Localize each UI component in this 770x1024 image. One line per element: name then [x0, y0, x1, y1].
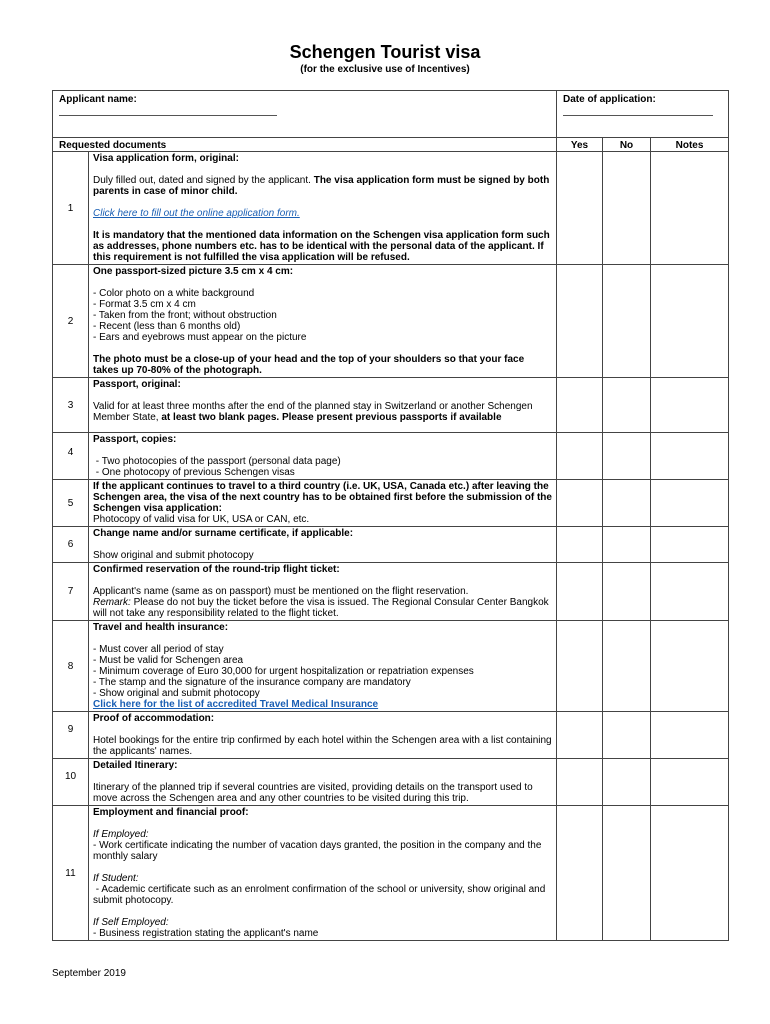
date-of-application-field[interactable] [557, 91, 729, 138]
row-text: - Color photo on a white background [93, 288, 255, 299]
row-text: Remark: Please do not buy the ticket before the visa is issued. The Regional Consular Center Bangkok will not take any responsibility related to the flight ticket. [93, 597, 549, 619]
applicant-name-label: Applicant name: [59, 94, 137, 105]
row-text: Valid for at least three months after the end of the planned stay in Switzerland or another Schengen Member State, at least two blank pages. Please present previous passports if available [93, 401, 533, 423]
no-checkbox-cell[interactable] [603, 806, 651, 941]
row-text: - The stamp and the signature of the insurance company are mandatory [93, 677, 411, 688]
row-heading: Passport, copies: [93, 434, 177, 445]
row-text: - Format 3.5 cm x 4 cm [93, 299, 196, 310]
row-description [89, 265, 557, 378]
row-description [89, 759, 557, 806]
row-description [89, 712, 557, 759]
requirements-table [52, 90, 729, 941]
row-number: 8 [53, 621, 89, 712]
yes-checkbox-cell[interactable] [557, 806, 603, 941]
no-checkbox-cell[interactable] [603, 378, 651, 433]
date-line[interactable] [563, 109, 713, 116]
row-text: Photocopy of valid visa for UK, USA or CAN, etc. [93, 514, 310, 525]
row-text: - Must be valid for Schengen area [93, 655, 244, 666]
row-subheading: If Self Employed: [93, 917, 169, 928]
row-number: 4 [53, 433, 89, 480]
row-text: - Academic certificate such as an enrolment confirmation of the school or university, show original and submit photocopy. [93, 884, 549, 906]
row-number: 7 [53, 563, 89, 621]
notes-cell[interactable] [651, 621, 729, 712]
notes-cell[interactable] [651, 759, 729, 806]
table-row [53, 621, 729, 712]
notes-cell[interactable] [651, 712, 729, 759]
row-description [89, 480, 557, 527]
table-row [53, 378, 729, 433]
table-row [53, 433, 729, 480]
row-subheading: If Student: [93, 873, 139, 884]
row-text: - Taken from the front; without obstruction [93, 310, 277, 321]
row-number: 6 [53, 527, 89, 563]
table-row [53, 806, 729, 941]
applicant-name-line[interactable] [59, 109, 277, 116]
requested-documents-header: Requested documents [53, 138, 557, 152]
notes-header: Notes [651, 138, 729, 152]
row-heading: Employment and financial proof: [93, 807, 249, 818]
row-text: Hotel bookings for the entire trip confirmed by each hotel within the Schengen area with a list containing the applicants' names. [93, 735, 552, 757]
row-heading: Travel and health insurance: [93, 622, 229, 633]
row-text: Itinerary of the planned trip if several countries are visited, providing details on the transport used to move across the Schengen area and any other countries to be visited during this trip. [93, 782, 533, 804]
row-heading: If the applicant continues to travel to a third country (i.e. UK, USA, Canada etc.) after leaving the Schengen area, the visa of the next country has to be obtained first before the submission of the Schengen visa application: [93, 481, 552, 514]
row-description [89, 152, 557, 265]
row-subheading: If Employed: [93, 829, 149, 840]
row-text: Applicant's name (same as on passport) must be mentioned on the flight reservation. [93, 586, 469, 597]
yes-checkbox-cell[interactable] [557, 480, 603, 527]
row-heading: Change name and/or surname certificate, if applicable: [93, 528, 354, 539]
row-heading: Passport, original: [93, 379, 181, 390]
row-heading: Proof of accommodation: [93, 713, 215, 724]
table-row [53, 265, 729, 378]
row-text: The photo must be a close-up of your head and the top of your shoulders so that your face takes up 70-80% of the photograph. [93, 354, 525, 376]
row-text: - Work certificate indicating the number of vacation days granted, the position in the company and the monthly salary [93, 840, 542, 862]
notes-cell[interactable] [651, 563, 729, 621]
row-heading: Confirmed reservation of the round-trip flight ticket: [93, 564, 340, 575]
notes-cell[interactable] [651, 527, 729, 563]
row-heading: Visa application form, original: [93, 153, 239, 164]
no-checkbox-cell[interactable] [603, 433, 651, 480]
row-description [89, 378, 557, 433]
notes-cell[interactable] [651, 265, 729, 378]
applicant-name-field[interactable] [53, 91, 557, 138]
no-checkbox-cell[interactable] [603, 712, 651, 759]
row-description [89, 563, 557, 621]
row-description [89, 433, 557, 480]
row-text: It is mandatory that the mentioned data information on the Schengen visa application form such as addresses, phone numbers etc. has to be identical with the personal data of the applicant. If this requirement is not fulfilled the visa application will be refused. [93, 230, 550, 263]
yes-checkbox-cell[interactable] [557, 152, 603, 265]
date-label: Date of application: [563, 94, 656, 105]
row-number: 1 [53, 152, 89, 265]
row-number: 9 [53, 712, 89, 759]
no-checkbox-cell[interactable] [603, 621, 651, 712]
table-row [53, 480, 729, 527]
no-checkbox-cell[interactable] [603, 563, 651, 621]
yes-checkbox-cell[interactable] [557, 433, 603, 480]
row-number: 2 [53, 265, 89, 378]
row-heading: Detailed Itinerary: [93, 760, 178, 771]
table-row [53, 527, 729, 563]
row-text: Show original and submit photocopy [93, 550, 254, 561]
yes-checkbox-cell[interactable] [557, 265, 603, 378]
no-checkbox-cell[interactable] [603, 527, 651, 563]
document-title: Schengen Tourist visa [289, 42, 481, 62]
table-row [53, 563, 729, 621]
row-text: - Recent (less than 6 months old) [93, 321, 241, 332]
yes-checkbox-cell[interactable] [557, 378, 603, 433]
notes-cell[interactable] [651, 378, 729, 433]
applicant-row [53, 91, 729, 138]
row-number: 5 [53, 480, 89, 527]
yes-checkbox-cell[interactable] [557, 712, 603, 759]
row-text: - One photocopy of previous Schengen visas [93, 467, 295, 478]
yes-checkbox-cell[interactable] [557, 621, 603, 712]
column-header-row [53, 138, 729, 152]
row-text: - Two photocopies of the passport (personal data page) [93, 456, 341, 467]
no-checkbox-cell[interactable] [603, 152, 651, 265]
row-text: Duly filled out, dated and signed by the applicant. The visa application form must be signed by both parents in case of minor child. [93, 175, 550, 197]
notes-cell[interactable] [651, 480, 729, 527]
no-checkbox-cell[interactable] [603, 480, 651, 527]
yes-checkbox-cell[interactable] [557, 563, 603, 621]
yes-checkbox-cell[interactable] [557, 527, 603, 563]
row-text: - Ears and eyebrows must appear on the picture [93, 332, 307, 343]
row-text: - Business registration stating the applicant's name [93, 928, 319, 939]
row-heading: One passport-sized picture 3.5 cm x 4 cm: [93, 266, 294, 277]
table-row [53, 759, 729, 806]
no-checkbox-cell[interactable] [603, 759, 651, 806]
row-description [89, 527, 557, 563]
table-row [53, 712, 729, 759]
row-description [89, 806, 557, 941]
table-row [53, 152, 729, 265]
notes-cell[interactable] [651, 433, 729, 480]
no-checkbox-cell[interactable] [603, 265, 651, 378]
footer-date: September 2019 [52, 968, 126, 979]
row-text: - Show original and submit photocopy [93, 688, 260, 699]
insurance-list-link[interactable]: Click here for the list of accredited Travel Medical Insurance [93, 699, 379, 710]
notes-cell[interactable] [651, 806, 729, 941]
notes-cell[interactable] [651, 152, 729, 265]
no-header: No [603, 138, 651, 152]
row-description [89, 621, 557, 712]
online-application-link[interactable]: Click here to fill out the online application form. [93, 208, 300, 219]
row-text: - Must cover all period of stay [93, 644, 224, 655]
document-subtitle: (for the exclusive use of Incentives) [300, 64, 470, 75]
row-number: 11 [53, 806, 89, 941]
row-number: 3 [53, 378, 89, 433]
yes-checkbox-cell[interactable] [557, 759, 603, 806]
row-text: - Minimum coverage of Euro 30,000 for urgent hospitalization or repatriation expenses [93, 666, 474, 677]
row-number: 10 [53, 759, 89, 806]
yes-header: Yes [557, 138, 603, 152]
